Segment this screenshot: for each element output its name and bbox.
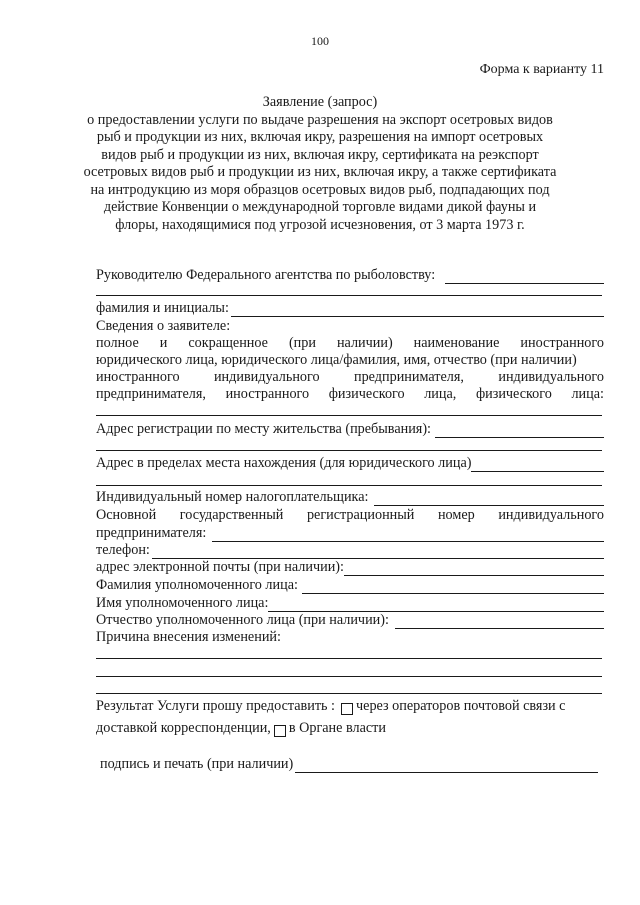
title-line: о предоставлении услуги по выдаче разрешения на экспорт осетровых видов bbox=[87, 111, 553, 128]
ogrnip-row bbox=[96, 524, 604, 542]
title-line: осетровых видов рыб и продукции из них, включая икру, а также сертификата bbox=[83, 164, 557, 180]
applicant-desc-line-2 bbox=[96, 351, 604, 369]
inn-row bbox=[96, 488, 604, 506]
ogrnip-input-line[interactable] bbox=[212, 526, 604, 542]
postal-option-label-cont: доставкой корреспонденции, bbox=[96, 720, 271, 736]
email-input-line[interactable] bbox=[344, 560, 604, 576]
result-label: Результат Услуги прошу предоставить : bbox=[96, 698, 336, 714]
rep-name-input-line[interactable] bbox=[268, 596, 604, 612]
rep-surname-input-line[interactable] bbox=[302, 578, 604, 594]
phone-row bbox=[96, 541, 604, 559]
title-line: видов рыб и продукции из них, включая икру, сертификата на реэкспорт bbox=[101, 146, 539, 163]
head-extra-line[interactable] bbox=[96, 295, 602, 296]
signature-input-line[interactable] bbox=[295, 757, 598, 773]
email-label: адрес электронной почты (при наличии): bbox=[96, 559, 344, 575]
head-input-line[interactable] bbox=[445, 268, 604, 284]
result-row-2 bbox=[96, 719, 604, 737]
authority-option-label: в Органе власти bbox=[288, 720, 386, 736]
postal-option-label: через операторов почтовой связи с bbox=[356, 698, 566, 714]
signature-row bbox=[100, 755, 598, 773]
applicant-row bbox=[96, 317, 604, 335]
applicant-desc-line-1 bbox=[96, 334, 604, 352]
residence-extra-line[interactable] bbox=[96, 450, 602, 451]
fio-label: фамилия и инициалы: bbox=[96, 300, 229, 316]
residence-input-line[interactable] bbox=[435, 422, 604, 438]
location-label: Адрес в пределах места нахождения (для юридического лица) bbox=[96, 455, 472, 471]
rep-patronymic-row bbox=[96, 611, 604, 629]
inn-label: Индивидуальный номер налогоплательщика: bbox=[96, 489, 369, 505]
rep-surname-label: Фамилия уполномоченного лица: bbox=[96, 577, 298, 593]
word: иностранного bbox=[225, 386, 310, 402]
authority-checkbox[interactable] bbox=[274, 725, 286, 737]
word: наличии) bbox=[336, 335, 393, 351]
word: предпринимателя, bbox=[354, 369, 464, 385]
location-extra-line[interactable] bbox=[96, 485, 602, 486]
reason-input-line[interactable] bbox=[96, 658, 602, 659]
signature-label: подпись и печать (при наличии) bbox=[100, 756, 294, 772]
rep-name-row bbox=[96, 594, 604, 612]
word: индивидуального bbox=[498, 507, 604, 523]
postal-delivery-checkbox[interactable] bbox=[341, 703, 353, 715]
location-input-line[interactable] bbox=[471, 456, 604, 472]
rep-surname-row bbox=[96, 576, 604, 594]
applicant-desc-line-3 bbox=[96, 368, 604, 386]
word: Основной bbox=[96, 507, 157, 523]
word: предпринимателя, bbox=[96, 386, 206, 402]
reason-input-line[interactable] bbox=[96, 676, 602, 677]
page-number: 100 bbox=[311, 34, 329, 48]
applicant-input-line[interactable] bbox=[96, 415, 602, 416]
word: сокращенное bbox=[188, 335, 268, 351]
title-line: на интродукцию из моря образцов осетровых видов рыб, подпадающих под bbox=[90, 181, 550, 198]
word: индивидуального bbox=[498, 369, 604, 385]
title-line: флоры, находящимися под угрозой исчезновения, от 3 марта 1973 г. bbox=[115, 216, 525, 233]
word: полное bbox=[96, 335, 139, 351]
word: номер bbox=[437, 507, 475, 523]
rep-name-label: Имя уполномоченного лица: bbox=[96, 595, 269, 611]
word: наименование bbox=[413, 335, 500, 351]
reason-label: Причина внесения изменений: bbox=[96, 629, 281, 645]
word: государственный bbox=[179, 507, 284, 523]
head-row bbox=[96, 266, 604, 284]
word: юридического лица, юридического лица/фамилия, имя, отчество (при наличии) bbox=[96, 352, 577, 368]
word: лица: bbox=[571, 386, 604, 402]
applicant-desc-line-4 bbox=[96, 385, 604, 403]
word: физического bbox=[475, 386, 552, 402]
title-line: действие Конвенции о международной торговле видами дикой фауны и bbox=[103, 199, 537, 215]
reason-input-line[interactable] bbox=[96, 693, 602, 694]
residence-label: Адрес регистрации по месту жительства (пребывания): bbox=[96, 421, 431, 437]
location-row bbox=[96, 454, 604, 472]
word: (при bbox=[288, 335, 316, 351]
title-heading: Заявление (запрос) bbox=[262, 94, 378, 110]
word: и bbox=[159, 335, 168, 351]
title-line: рыб и продукции из них, включая икру, разрешения на импорт осетровых bbox=[96, 129, 544, 145]
residence-row bbox=[96, 420, 604, 438]
word: индивидуального bbox=[213, 369, 320, 385]
inn-input-line[interactable] bbox=[374, 490, 604, 506]
rep-patronymic-label: Отчество уполномоченного лица (при наличии): bbox=[96, 612, 389, 628]
applicant-label: Сведения о заявителе: bbox=[96, 318, 231, 334]
word: иностранного bbox=[520, 335, 604, 351]
head-label: Руководителю Федерального агентства по рыболовству: bbox=[96, 267, 436, 283]
word: регистрационный bbox=[306, 507, 415, 523]
fio-row bbox=[96, 299, 604, 317]
word: физического bbox=[328, 386, 405, 402]
phone-label: телефон: bbox=[96, 542, 150, 558]
reason-row bbox=[96, 628, 604, 646]
ogrnip-label: предпринимателя: bbox=[96, 525, 207, 541]
phone-input-line[interactable] bbox=[152, 543, 604, 559]
result-row-1 bbox=[96, 697, 606, 715]
document-title bbox=[80, 94, 560, 234]
word: иностранного bbox=[96, 369, 180, 385]
email-row bbox=[96, 558, 604, 576]
form-reference: Форма к варианту 11 bbox=[479, 62, 604, 77]
fio-input-line[interactable] bbox=[231, 301, 604, 317]
word: лица, bbox=[424, 386, 457, 402]
ogrnip-line-1 bbox=[96, 506, 604, 524]
rep-patronymic-input-line[interactable] bbox=[395, 613, 604, 629]
